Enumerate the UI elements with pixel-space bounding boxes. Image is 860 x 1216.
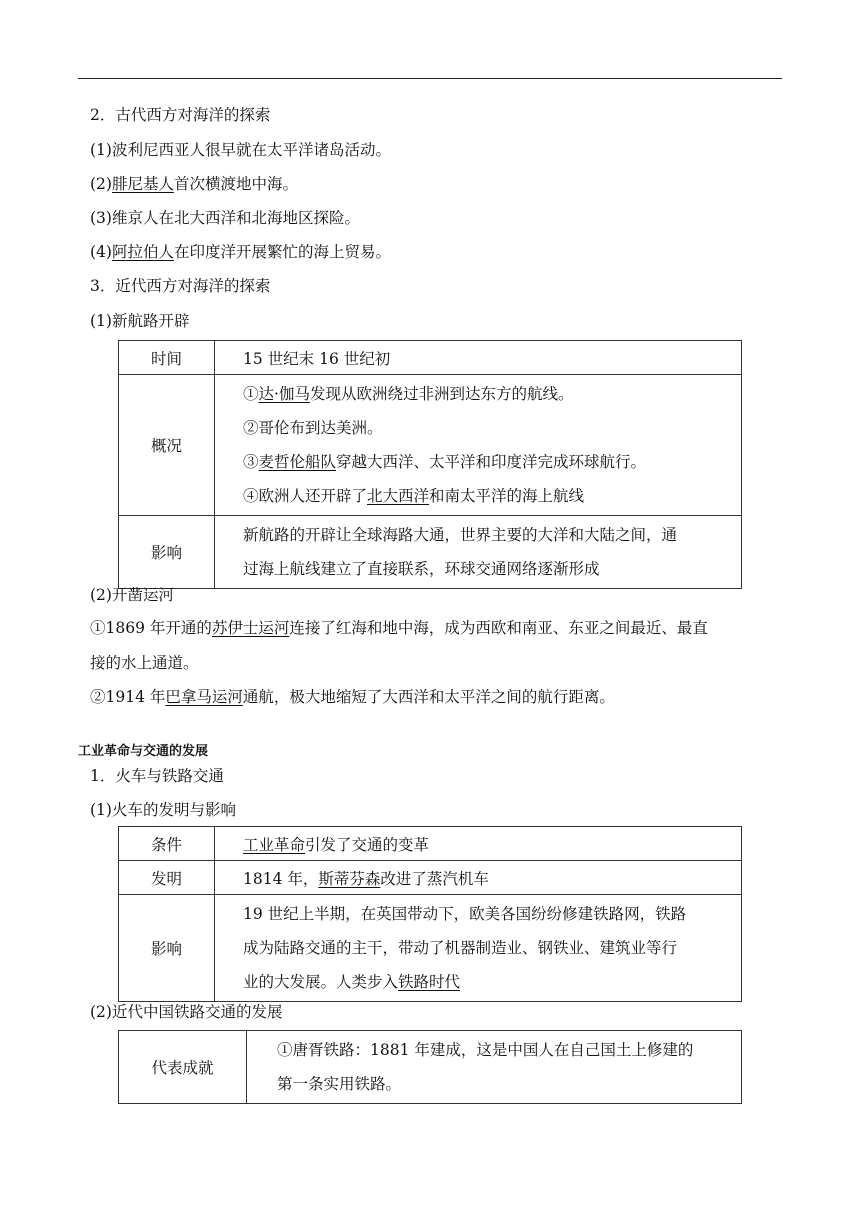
s2-item-3: (3)维京人在北大西洋和北海地区探险。 [90,209,360,227]
table2-cond-label: 条件 [119,827,215,861]
table-new-routes [118,340,742,589]
table2-impact-label: 影响 [119,895,215,1002]
table3-label: 代表成就 [119,1031,247,1104]
section-3-title: 3．近代西方对海洋的探索 [90,277,271,295]
table1-impact: 新航路的开辟让全球海路大通，世界主要的大洋和大陆之间，通 过海上航线建立了直接联系，环球交通网络逐渐形成 [215,516,742,589]
table-china-railway [118,1030,742,1104]
canal-1-line-2: 接的水上通道。 [90,654,199,672]
table1-impact-label: 影响 [119,516,215,589]
overview-item-4: ④欧洲人还开辟了北大西洋和南太平洋的海上航线 [243,487,585,505]
canal-2: ②1914 年巴拿马运河通航，极大地缩短了大西洋和太平洋之间的航行距离。 [90,688,615,706]
r1-title: 1．火车与铁路交通 [90,767,224,785]
s2-item-1: (1)波利尼西亚人很早就在太平洋诸岛活动。 [90,141,391,159]
overview-item-1: ①达·伽马发现从欧洲绕过非洲到达东方的航线。 [243,385,574,403]
table1-overview [215,375,742,516]
table3-content: ①唐胥铁路：1881 年建成，这是中国人在自己国土上修建的 第一条实用铁路。 [247,1031,742,1104]
table1-overview-label: 概况 [119,375,215,516]
table2-invent: 1814 年，斯蒂芬森改进了蒸汽机车 [215,861,742,895]
table-train [118,826,742,1002]
table2-impact: 19 世纪上半期，在英国带动下，欧美各国纷纷修建铁路网，铁路 成为陆路交通的主干，带动了机器制造业、钢铁业、建筑业等行 业的大发展。人类步入铁路时代 [215,895,742,1002]
s3-sub-1: (1)新航路开辟 [90,312,190,330]
s2-item-2: (2)腓尼基人首次横渡地中海。 [90,175,298,193]
table2-invent-label: 发明 [119,861,215,895]
section-heading: 工业革命与交通的发展 [78,744,209,759]
r1-sub-1: (1)火车的发明与影响 [90,801,236,819]
header-rule [78,78,782,79]
table1-time-value: 15 世纪末 16 世纪初 [215,341,742,375]
overview-item-3: ③麦哲伦船队穿越大西洋、太平洋和印度洋完成环球航行。 [243,453,647,471]
overview-item-2: ②哥伦布到达美洲。 [243,419,383,437]
canal-1: ①1869 年开通的苏伊士运河连接了红海和地中海，成为西欧和南亚、东亚之间最近、最直 [90,619,708,637]
s3-sub-2: (2)开凿运河 [90,586,174,604]
s2-item-4: (4)阿拉伯人在印度洋开展繁忙的海上贸易。 [90,243,391,261]
r1-sub-2: (2)近代中国铁路交通的发展 [90,1003,283,1021]
table1-time-label: 时间 [119,341,215,375]
table2-cond: 工业革命引发了交通的变革 [215,827,742,861]
section-2-title: 2．古代西方对海洋的探索 [90,106,271,124]
